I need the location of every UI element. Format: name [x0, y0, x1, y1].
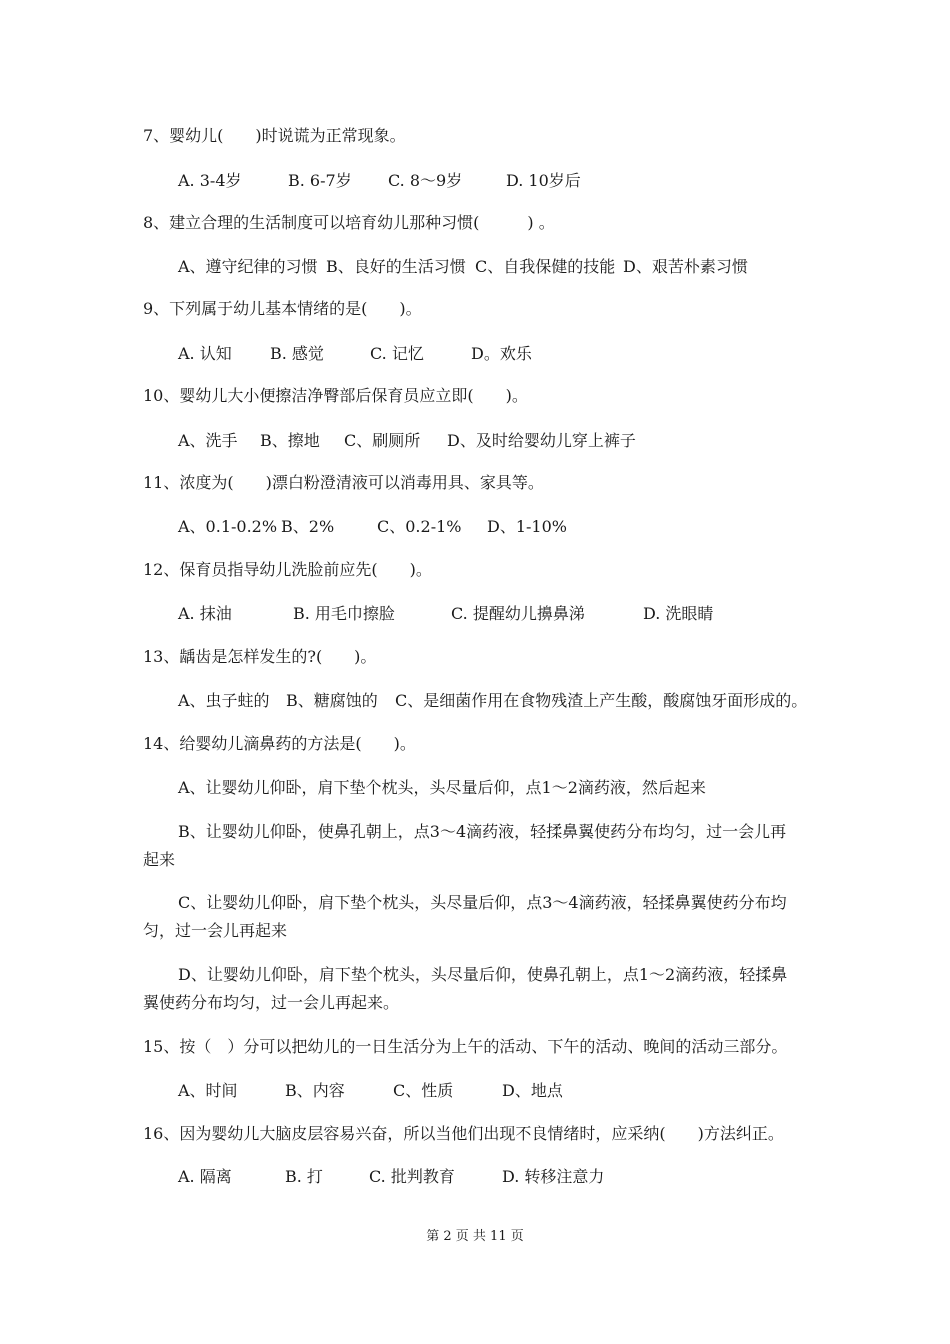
question-8-stem: 8、建立合理的生活制度可以培育幼儿那种习惯( ) 。	[143, 213, 555, 232]
option-b: B、内容	[285, 1081, 345, 1100]
option-b: B、2%	[281, 517, 335, 536]
question-15-stem: 15、按（ ）分可以把幼儿的一日生活分为上午的活动、下午的活动、晚间的活动三部分。	[143, 1037, 788, 1056]
question-14-option-b-line1: B、让婴幼儿仰卧，使鼻孔朝上，点3～4滴药液，轻揉鼻翼使药分布均匀，过一会儿再	[178, 822, 787, 841]
option-c: C. 批判教育	[369, 1167, 455, 1186]
option-a: A、虫子蛀的	[178, 691, 270, 710]
option-a: A、时间	[178, 1081, 238, 1100]
question-11-options	[178, 516, 567, 538]
option-a: A、0.1-0.2%	[178, 517, 278, 536]
option-d: D、艰苦朴素习惯	[623, 257, 748, 276]
option-c: C. 8～9岁	[388, 171, 463, 190]
question-14-option-a: A、让婴幼儿仰卧，肩下垫个枕头，头尽量后仰，点1～2滴药液，然后起来	[178, 778, 706, 797]
option-b: B、糖腐蚀的	[286, 691, 378, 710]
question-10-stem: 10、婴幼儿大小便擦洁净臀部后保育员应立即( )。	[143, 386, 528, 405]
option-c: C、自我保健的技能	[475, 257, 616, 276]
question-16-stem: 16、因为婴幼儿大脑皮层容易兴奋，所以当他们出现不良情绪时，应采纳( )方法纠正。	[143, 1124, 784, 1143]
page-number-footer: 第 2 页 共 11 页	[426, 1229, 524, 1244]
question-13-stem: 13、龋齿是怎样发生的?( )。	[143, 647, 377, 666]
option-a: A、遵守纪律的习惯	[178, 257, 318, 276]
question-14-stem: 14、给婴幼儿滴鼻药的方法是( )。	[143, 734, 416, 753]
option-d: D. 洗眼睛	[643, 604, 714, 623]
question-7-stem: 7、婴幼儿( )时说谎为正常现象。	[143, 126, 406, 145]
option-d: D、地点	[502, 1081, 563, 1100]
option-c: C、0.2-1%	[377, 517, 462, 536]
question-14-option-d-line1: D、让婴幼儿仰卧，肩下垫个枕头，头尽量后仰，使鼻孔朝上，点1～2滴药液，轻揉鼻	[178, 965, 788, 984]
option-a: A. 抹油	[178, 604, 232, 623]
question-15-options	[178, 1080, 563, 1102]
option-b: B、良好的生活习惯	[326, 257, 466, 276]
option-d: D、1-10%	[487, 517, 567, 536]
option-a: A. 认知	[178, 344, 232, 363]
question-8-options	[178, 256, 748, 278]
option-a: A. 隔离	[178, 1167, 232, 1186]
question-16-options	[178, 1166, 604, 1188]
option-a: A. 3-4岁	[178, 171, 242, 190]
question-14-option-b-line2: 起来	[143, 850, 176, 869]
option-c: C、是细菌作用在食物残渣上产生酸，酸腐蚀牙面形成的。	[395, 691, 808, 710]
option-c: C. 记忆	[370, 344, 424, 363]
option-d: D。欢乐	[471, 344, 532, 363]
question-11-stem: 11、浓度为( )漂白粉澄清液可以消毒用具、家具等。	[143, 473, 544, 492]
option-d: D. 转移注意力	[502, 1167, 605, 1186]
option-a: A、洗手	[178, 431, 238, 450]
option-b: B. 6-7岁	[288, 171, 352, 190]
option-b: B、擦地	[260, 431, 320, 450]
question-14-option-d-line2: 翼使药分布均匀，过一会儿再起来。	[143, 993, 400, 1012]
option-b: B. 感觉	[270, 344, 324, 363]
question-12-stem: 12、保育员指导幼儿洗脸前应先( )。	[143, 560, 432, 579]
option-d: D. 10岁后	[506, 171, 581, 190]
question-10-options	[178, 430, 636, 452]
option-c: C、性质	[393, 1081, 454, 1100]
question-13-options	[178, 690, 807, 712]
question-9-stem: 9、下列属于幼儿基本情绪的是( )。	[143, 299, 422, 318]
question-12-options	[178, 603, 713, 625]
option-c: C、刷厕所	[344, 431, 421, 450]
option-c: C. 提醒幼儿擤鼻涕	[451, 604, 585, 623]
question-9-options	[178, 343, 532, 365]
question-7-options	[178, 170, 581, 192]
option-b: B. 用毛巾擦脸	[293, 604, 395, 623]
option-b: B. 打	[285, 1167, 323, 1186]
option-d: D、及时给婴幼儿穿上裤子	[447, 431, 636, 450]
question-14-option-c-line2: 匀，过一会儿再起来	[143, 921, 288, 940]
question-14-option-c-line1: C、让婴幼儿仰卧，肩下垫个枕头，头尽量后仰，点3～4滴药液，轻揉鼻翼使药分布均	[178, 893, 787, 912]
